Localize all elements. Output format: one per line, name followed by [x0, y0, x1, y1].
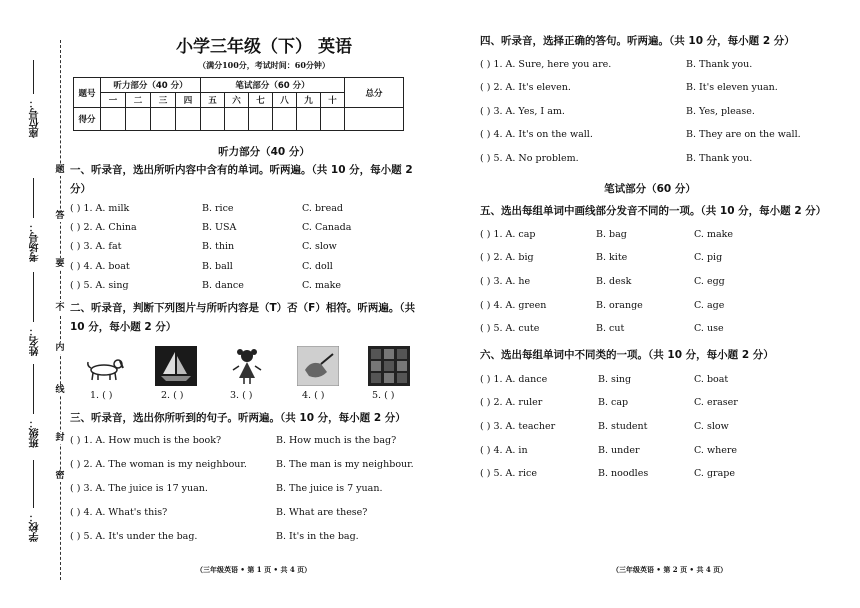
s3-q2-a[interactable]: ( ) 2. A. The woman is my neighbour.: [70, 459, 247, 470]
grid-picture: [368, 346, 410, 386]
total-score-cell[interactable]: [345, 108, 404, 131]
section1-title-cont: 分）: [70, 183, 91, 195]
score-table-number: 五: [201, 93, 225, 108]
seal-char: 要: [55, 259, 65, 269]
score-cell[interactable]: [151, 108, 176, 131]
s5-q2-c: C. pig: [694, 252, 723, 263]
score-cell[interactable]: [321, 108, 345, 131]
score-table-num-header: 题号: [74, 78, 101, 108]
writing-part-title: 笔试部分（60 分）: [604, 183, 696, 195]
s6-q3-c: C. slow: [694, 421, 729, 432]
section3-title: 三、听录音，选出你所听到的句子。听两遍。（共 10 分，每小题 2 分）: [70, 412, 406, 424]
s1-q5-c: C. make: [302, 280, 342, 291]
s4-q4-b: B. They are on the wall.: [686, 129, 801, 140]
s4-q1-a[interactable]: ( ) 1. A. Sure, here you are.: [480, 59, 612, 70]
s6-q1-b: B. sing: [598, 374, 632, 385]
score-table-number: 十: [321, 93, 345, 108]
s1-q2-b: B. USA: [202, 222, 237, 233]
section5-title: 五、选出每组单词中画线部分发音不同的一项。（共 10 分，每小题 2 分）: [480, 205, 827, 217]
section6-title: 六、选出每组单词中不同类的一项。（共 10 分，每小题 2 分）: [480, 349, 774, 361]
seal-char: 密: [55, 471, 65, 481]
score-cell[interactable]: [297, 108, 321, 131]
s2-q2-answer[interactable]: 2. ( ): [161, 390, 184, 401]
s1-q4-c: C. doll: [302, 261, 333, 272]
exam-room-label: 考场号：: [30, 222, 41, 262]
class-label: 班级：: [30, 418, 41, 448]
s1-q1-b: B. rice: [202, 203, 234, 214]
s3-q3-a[interactable]: ( ) 3. A. The juice is 17 yuan.: [70, 483, 208, 494]
section4-title: 四、听录音，选择正确的答句。听两遍。（共 10 分，每小题 2 分）: [480, 35, 795, 47]
s5-q3-c: C. egg: [694, 276, 725, 287]
s4-q4-a[interactable]: ( ) 4. A. It's on the wall.: [480, 129, 593, 140]
s2-q5-answer[interactable]: 5. ( ): [372, 390, 395, 401]
name-label: 姓名：: [30, 326, 41, 356]
s1-q2-a[interactable]: ( ) 2. A. China: [70, 222, 137, 233]
s5-q4-c: C. age: [694, 300, 725, 311]
s5-q4-b: B. orange: [596, 300, 643, 311]
score-table-number: 四: [176, 93, 201, 108]
right-page-footer: （三年级英语 • 第 2 页 • 共 4 页）: [612, 565, 728, 574]
exam-room-line: [33, 178, 34, 218]
s2-q3-answer[interactable]: 3. ( ): [230, 390, 253, 401]
score-table-number: 六: [225, 93, 249, 108]
school-label: 学校：: [30, 512, 41, 542]
score-table-number: 三: [151, 93, 176, 108]
s1-q1-a[interactable]: ( ) 1. A. milk: [70, 203, 130, 214]
s5-q1-b: B. bag: [596, 229, 627, 240]
s4-q2-a[interactable]: ( ) 2. A. It's eleven.: [480, 82, 571, 93]
score-cell[interactable]: [273, 108, 297, 131]
s5-q3-b: B. desk: [596, 276, 632, 287]
s6-q3-b: B. student: [598, 421, 648, 432]
s6-q4-c: C. where: [694, 445, 738, 456]
exam-title: 小学三年级（下） 英语: [176, 37, 352, 57]
dog-picture: [84, 346, 126, 386]
s5-q5-a[interactable]: ( ) 5. A. cute: [480, 323, 540, 334]
s4-q5-b: B. Thank you.: [686, 153, 753, 164]
score-table-number: 一: [101, 93, 126, 108]
s1-q4-b: B. ball: [202, 261, 233, 272]
s3-q2-b: B. The man is my neighbour.: [276, 459, 414, 470]
section2-title: 二、听录音，判断下列图片与所听内容是（T）否（F）相符。听两遍。（共: [70, 302, 416, 314]
score-cell[interactable]: [249, 108, 273, 131]
seal-char: 线: [55, 385, 65, 395]
s4-q5-a[interactable]: ( ) 5. A. No problem.: [480, 153, 579, 164]
s5-q1-c: C. make: [694, 229, 734, 240]
score-table-number: 九: [297, 93, 321, 108]
s6-q1-c: C. boat: [694, 374, 729, 385]
score-table-listening: 听力部分（40 分）: [101, 78, 201, 93]
seal-char: 答: [55, 211, 65, 221]
s3-q3-b: B. The juice is 7 yuan.: [276, 483, 383, 494]
score-table-score-label: 得分: [74, 108, 101, 131]
s1-q3-b: B. thin: [202, 241, 235, 252]
s1-q4-a[interactable]: ( ) 4. A. boat: [70, 261, 130, 272]
s6-q5-b: B. noodles: [598, 468, 649, 479]
s6-q2-c: C. eraser: [694, 397, 738, 408]
s3-q5-a[interactable]: ( ) 5. A. It's under the bag.: [70, 531, 198, 542]
section1-title: 一、听录音，选出所听内容中含有的单词。听两遍。（共 10 分，每小题 2: [70, 164, 413, 176]
s1-q3-c: C. slow: [302, 241, 337, 252]
s2-q4-answer[interactable]: 4. ( ): [302, 390, 325, 401]
s3-q4-a[interactable]: ( ) 4. A. What's this?: [70, 507, 168, 518]
s3-q4-b: B. What are these?: [276, 507, 368, 518]
seat-label: 座位号：: [30, 98, 41, 138]
score-table: [73, 77, 404, 131]
s6-q2-a[interactable]: ( ) 2. A. ruler: [480, 397, 543, 408]
score-table-number: 二: [126, 93, 151, 108]
girl-picture: [226, 346, 268, 386]
s3-q1-b: B. How much is the bag?: [276, 435, 397, 446]
binding-margin: [0, 0, 62, 608]
seal-char: 题: [55, 165, 65, 175]
section2-title-cont: 10 分，每小题 2 分）: [70, 321, 177, 333]
score-table-number: 七: [249, 93, 273, 108]
seal-line: [54, 40, 66, 580]
school-line: [33, 460, 34, 508]
listening-part-title: 听力部分（40 分）: [218, 146, 310, 158]
s2-q1-answer[interactable]: 1. ( ): [90, 390, 113, 401]
s3-q5-b: B. It's in the bag.: [276, 531, 359, 542]
s3-q1-a[interactable]: ( ) 1. A. How much is the book?: [70, 435, 222, 446]
exam-subtitle: （满分100分，考试时间：60分钟）: [198, 60, 330, 70]
score-cell[interactable]: [225, 108, 249, 131]
boat-picture: [155, 346, 197, 386]
s1-q5-a[interactable]: ( ) 5. A. sing: [70, 280, 129, 291]
class-line: [33, 364, 34, 414]
seal-char: 内: [55, 343, 65, 353]
score-table-writing: 笔试部分（60 分）: [201, 78, 345, 93]
s1-q1-c: C. bread: [302, 203, 343, 214]
score-cell[interactable]: [201, 108, 225, 131]
s6-q4-b: B. under: [598, 445, 640, 456]
hand-picture: [297, 346, 339, 386]
s1-q5-b: B. dance: [202, 280, 244, 291]
s5-q4-a[interactable]: ( ) 4. A. green: [480, 300, 547, 311]
s5-q2-b: B. kite: [596, 252, 628, 263]
s6-q1-a[interactable]: ( ) 1. A. dance: [480, 374, 548, 385]
name-line: [33, 272, 34, 322]
score-table-total: 总分: [345, 78, 404, 108]
s5-q5-b: B. cut: [596, 323, 625, 334]
seal-char: 不: [55, 303, 65, 313]
s4-q2-b: B. It's eleven yuan.: [686, 82, 778, 93]
s5-q3-a[interactable]: ( ) 3. A. he: [480, 276, 531, 287]
s1-q3-a[interactable]: ( ) 3. A. fat: [70, 241, 122, 252]
s5-q1-a[interactable]: ( ) 1. A. cap: [480, 229, 536, 240]
seal-char: 封: [55, 433, 65, 443]
s4-q1-b: B. Thank you.: [686, 59, 753, 70]
s5-q2-a[interactable]: ( ) 2. A. big: [480, 252, 534, 263]
s6-q4-a[interactable]: ( ) 4. A. in: [480, 445, 528, 456]
seat-line: [33, 60, 34, 94]
score-cell[interactable]: [176, 108, 201, 131]
left-page-footer: （三年级英语 • 第 1 页 • 共 4 页）: [196, 565, 312, 574]
s4-q3-b: B. Yes, please.: [686, 106, 755, 117]
s6-q5-a[interactable]: ( ) 5. A. rice: [480, 468, 537, 479]
score-table-number: 八: [273, 93, 297, 108]
score-cell[interactable]: [101, 108, 126, 131]
score-cell[interactable]: [126, 108, 151, 131]
s5-q5-c: C. use: [694, 323, 724, 334]
s6-q5-c: C. grape: [694, 468, 735, 479]
s6-q2-b: B. cap: [598, 397, 629, 408]
s6-q3-a[interactable]: ( ) 3. A. teacher: [480, 421, 556, 432]
s1-q2-c: C. Canada: [302, 222, 352, 233]
s4-q3-a[interactable]: ( ) 3. A. Yes, I am.: [480, 106, 565, 117]
